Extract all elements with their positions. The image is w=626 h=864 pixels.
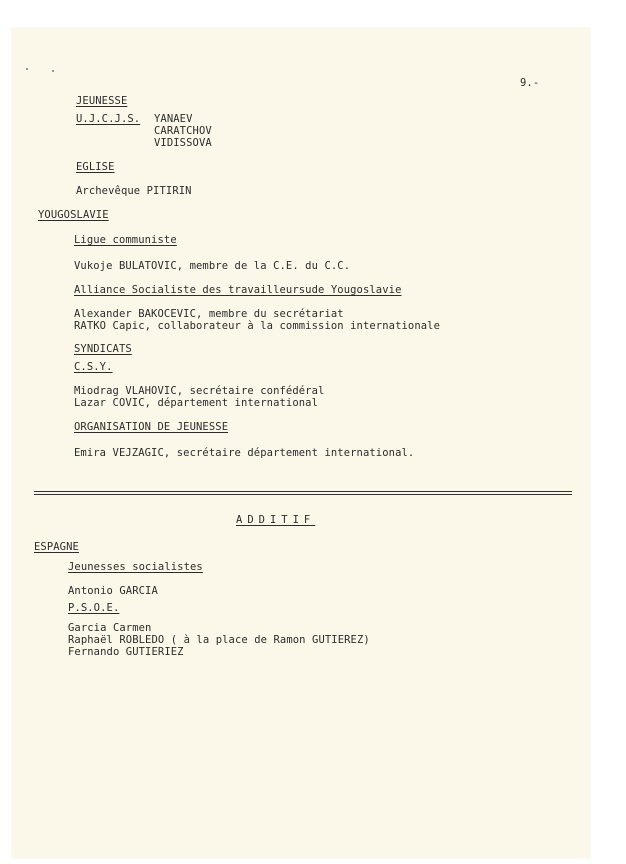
psoe-person: Garcia Carmen bbox=[68, 622, 152, 634]
psoe-person: Fernando GUTIERIEZ bbox=[68, 646, 184, 658]
syndicats-person: Miodrag VLAHOVIC, secrétaire confédéral bbox=[74, 385, 325, 397]
syndicats-person: Lazar COVIC, département international bbox=[74, 397, 319, 409]
jeunesse-name: VIDISSOVA bbox=[154, 137, 212, 149]
alliance-person: Alexander BAKOCEVIC, membre du secrétariat bbox=[74, 308, 344, 320]
heading-psoe: P.S.O.E. bbox=[68, 602, 120, 614]
paper-speck bbox=[52, 70, 54, 72]
jeunesse-name: YANAEV bbox=[154, 113, 193, 125]
separator-line bbox=[34, 491, 572, 492]
eglise-person: Archevêque PITIRIN bbox=[76, 185, 192, 197]
heading-alliance-socialiste: Alliance Socialiste des travailleursude Yougoslavie bbox=[74, 284, 402, 296]
country-yougoslavie: YOUGOSLAVIE bbox=[38, 209, 109, 221]
jeunesse-name: CARATCHOV bbox=[154, 125, 212, 137]
country-espagne: ESPAGNE bbox=[34, 541, 79, 553]
heading-eglise: EGLISE bbox=[76, 161, 115, 173]
heading-ligue-communiste: Ligue communiste bbox=[74, 234, 177, 246]
heading-jeunesses-socialistes: Jeunesses socialistes bbox=[68, 561, 203, 573]
heading-jeunesse: JEUNESSE bbox=[76, 95, 128, 107]
alliance-person: RATKO Capic, collaborateur à la commission internationale bbox=[74, 320, 441, 332]
jeunesses-person: Antonio GARCIA bbox=[68, 585, 158, 597]
heading-syndicats: SYNDICATS bbox=[74, 343, 132, 355]
heading-csy: C.S.Y. bbox=[74, 361, 113, 373]
organisation-person: Emira VEJZAGIC, secrétaire département international. bbox=[74, 447, 415, 459]
paper-speck bbox=[26, 68, 28, 70]
page-number: 9.- bbox=[520, 77, 540, 89]
org-ujcjs: U.J.C.J.S. bbox=[76, 113, 141, 125]
ligue-person: Vukoje BULATOVIC, membre de la C.E. du C.C. bbox=[74, 260, 351, 272]
separator-line bbox=[34, 494, 572, 495]
additif-title: ADDITIF bbox=[236, 514, 316, 526]
document-page bbox=[12, 28, 590, 858]
psoe-person: Raphaël ROBLEDO ( à la place de Ramon GUTIEREZ) bbox=[68, 634, 370, 646]
heading-organisation-jeunesse: ORGANISATION DE JEUNESSE bbox=[74, 421, 229, 433]
